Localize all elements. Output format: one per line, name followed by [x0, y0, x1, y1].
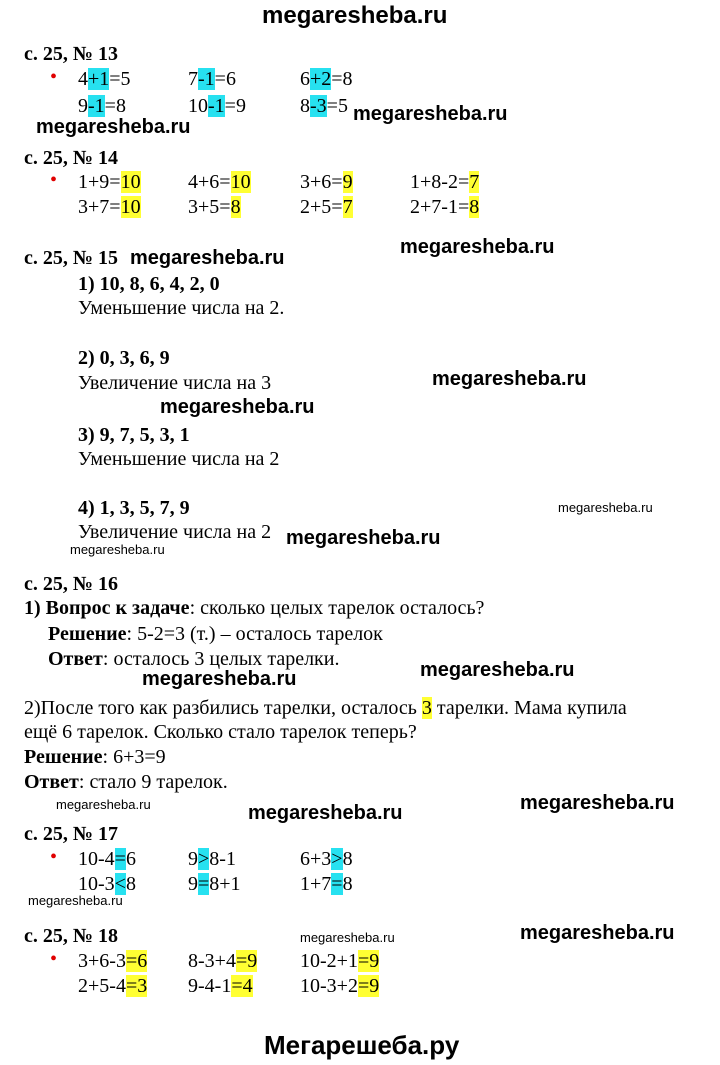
task-18-r2-c1: 2+5-4=3 — [78, 975, 148, 997]
watermark: megaresheba.ru — [353, 103, 508, 125]
task-17-r2-c1: 10-3<8 — [78, 873, 136, 895]
task-14-bullet: • — [50, 169, 58, 191]
watermark: megaresheba.ru — [400, 236, 555, 258]
watermark: megaresheba.ru — [520, 922, 675, 944]
watermark: megaresheba.ru — [28, 893, 123, 908]
watermark: megaresheba.ru — [70, 542, 165, 557]
task-17-bullet: • — [50, 846, 58, 868]
task-14-r1-c3: 3+6=9 — [300, 171, 353, 193]
watermark: megaresheba.ru — [56, 797, 151, 812]
task-18-bullet: • — [50, 948, 58, 970]
task-16-answer: Ответ: осталось 3 целых тарелки. — [48, 648, 340, 670]
task-14-r2-c2: 3+5=8 — [188, 196, 241, 218]
task-18-r2-c3: 10-3+2=9 — [300, 975, 380, 997]
task-14-r1-c1: 1+9=10 — [78, 171, 141, 193]
task-17-r1-c3: 6+3>8 — [300, 848, 353, 870]
header-watermark: megaresheba.ru — [262, 2, 448, 29]
task-15-desc-4: Увеличение числа на 2 — [78, 521, 272, 543]
task-15-desc-3: Уменьшение числа на 2 — [78, 448, 280, 470]
task-15-seq-1: 1) 10, 8, 6, 4, 2, 0 — [78, 273, 220, 295]
task-15-seq-4: 4) 1, 3, 5, 7, 9 — [78, 497, 190, 519]
task-15-desc-1: Уменьшение числа на 2. — [78, 297, 285, 319]
task-13-title: с. 25, № 13 — [24, 43, 118, 65]
watermark: megaresheba.ru — [420, 659, 575, 681]
task-17-title: с. 25, № 17 — [24, 823, 118, 845]
watermark: megaresheba.ru — [36, 116, 191, 138]
watermark: megaresheba.ru — [160, 396, 315, 418]
task-14-r1-c4: 1+8-2=7 — [410, 171, 480, 193]
watermark: megaresheba.ru — [300, 930, 395, 945]
task-18-title: с. 25, № 18 — [24, 925, 118, 947]
task-17-r2-c3: 1+7=8 — [300, 873, 353, 895]
task-16-question: 1) Вопрос к задаче: сколько целых тарелок осталось? — [24, 597, 485, 619]
watermark: megaresheba.ru — [558, 500, 653, 515]
watermark: megaresheba.ru — [286, 527, 441, 549]
task-14-r2-c1: 3+7=10 — [78, 196, 141, 218]
task-18-r1-c2: 8-3+4=9 — [188, 950, 258, 972]
task-16-answer-2: Ответ: стало 9 тарелок. — [24, 771, 228, 793]
task-14-r2-c3: 2+5=7 — [300, 196, 353, 218]
task-14-r2-c4: 2+7-1=8 — [410, 196, 480, 218]
task-16-part2-line2: ещё 6 тарелок. Сколько стало тарелок теперь? — [24, 721, 417, 743]
task-15-title: с. 25, № 15 — [24, 247, 118, 269]
watermark: megaresheba.ru — [432, 368, 587, 390]
task-14-title: с. 25, № 14 — [24, 147, 118, 169]
task-15-seq-3: 3) 9, 7, 5, 3, 1 — [78, 424, 190, 446]
watermark: megaresheba.ru — [142, 668, 297, 690]
task-16-solution-2: Решение: 6+3=9 — [24, 746, 166, 768]
task-16-part2-line1: 2)После того как разбились тарелки, осталось 3 тарелки. Мама купила — [24, 697, 627, 719]
footer-brand: Мегарешеба.ру — [264, 1030, 460, 1060]
task-16-title: с. 25, № 16 — [24, 573, 118, 595]
task-13-r1-c3: 6+2=8 — [300, 68, 353, 90]
task-13-r1-c2: 7-1=6 — [188, 68, 236, 90]
task-13-r2-c3: 8-3=5 — [300, 95, 348, 117]
task-13-r2-c1: 9-1=8 — [78, 95, 126, 117]
task-14-r1-c2: 4+6=10 — [188, 171, 251, 193]
task-17-r2-c2: 9=8+1 — [188, 873, 241, 895]
task-13-bullet: • — [50, 66, 58, 88]
watermark: megaresheba.ru — [130, 247, 285, 269]
watermark: megaresheba.ru — [248, 802, 403, 824]
task-18-r1-c3: 10-2+1=9 — [300, 950, 380, 972]
task-15-seq-2: 2) 0, 3, 6, 9 — [78, 347, 170, 369]
task-16-solution: Решение: 5-2=3 (т.) – осталось тарелок — [48, 623, 383, 645]
watermark: megaresheba.ru — [520, 792, 675, 814]
task-17-r1-c1: 10-4=6 — [78, 848, 136, 870]
task-17-r1-c2: 9>8-1 — [188, 848, 236, 870]
task-18-r2-c2: 9-4-1=4 — [188, 975, 253, 997]
task-13-r2-c2: 10-1=9 — [188, 95, 246, 117]
task-18-r1-c1: 3+6-3=6 — [78, 950, 148, 972]
task-13-r1-c1: 4+1=5 — [78, 68, 131, 90]
task-15-desc-2: Увеличение числа на 3 — [78, 372, 272, 394]
